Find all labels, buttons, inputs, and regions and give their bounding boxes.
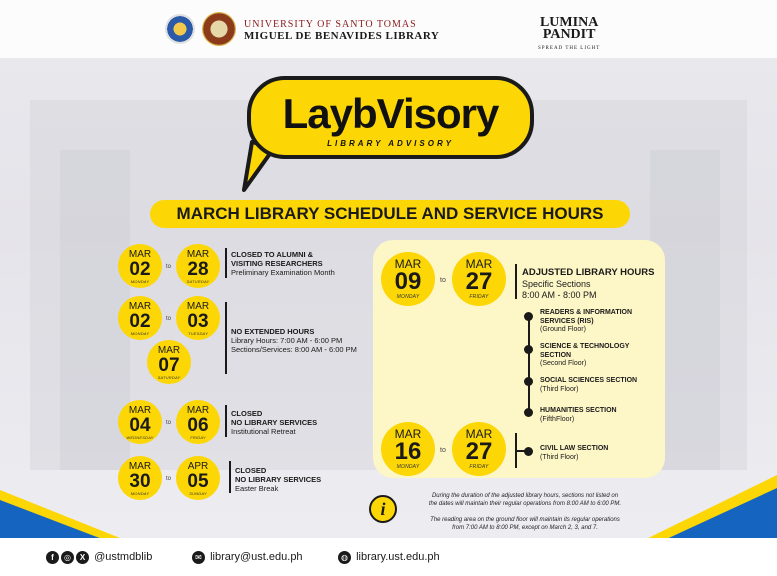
lumina-text: LUMINA	[539, 15, 599, 30]
date-circle: MAR 30 MONDAY	[118, 456, 162, 500]
instagram-icon[interactable]: ◎	[61, 551, 74, 564]
date-circle: MAR 06 FRIDAY	[176, 400, 220, 444]
schedule-desc: NO EXTENDED HOURS Library Hours: 7:00 AM - 6:00 PM Sections/Services: 8:00 AM - 6:00 PM	[231, 327, 357, 354]
ust-seal-icon	[165, 14, 195, 44]
divider-bar	[225, 248, 227, 278]
website-link[interactable]	[338, 550, 440, 564]
date-circle: MAR 03 TUESDAY	[176, 296, 220, 340]
section-item: READERS & INFORMATION SERVICES (RIS) (Ground Floor)	[540, 309, 633, 333]
date-circle: MAR 02 MONDAY	[118, 244, 162, 288]
laybvisory-bubble	[247, 76, 534, 159]
bubble-subtitle: LIBRARY ADVISORY	[327, 139, 454, 148]
lumina-pandit-logo	[538, 17, 600, 55]
date-circle: MAR 27 FRIDAY	[452, 252, 506, 306]
university-name: UNIVERSITY OF SANTO TOMAS	[244, 19, 417, 30]
schedule-desc: CLOSED TO ALUMNI & VISITING RESEARCHERS Preliminary Examination Month	[231, 250, 335, 277]
section-item: SOCIAL SCIENCES SECTION (Third Floor)	[540, 377, 638, 393]
library-name: MIGUEL DE BENAVIDES LIBRARY	[244, 30, 440, 42]
to-label: to	[166, 316, 172, 322]
date-circle: MAR 07 SATURDAY	[147, 340, 191, 384]
library-seal-icon	[202, 12, 236, 46]
schedule-desc: CLOSED NO LIBRARY SERVICES Easter Break	[235, 466, 322, 493]
to-label: to	[166, 420, 172, 426]
section-item: HUMANITIES SECTION (FifthFloor)	[540, 407, 617, 423]
adjusted-subtitle: Specific Sections 8:00 AM - 8:00 PM	[522, 279, 597, 300]
date-circle: MAR 02 MONDAY	[118, 296, 162, 340]
timeline-dot	[524, 312, 533, 321]
facebook-icon[interactable]: f	[46, 551, 59, 564]
handle-text[interactable]: @ustmdblib	[94, 551, 153, 563]
date-circle: MAR 16 MONDAY	[381, 422, 435, 476]
lumina-tagline: SPREAD THE LIGHT	[538, 46, 601, 51]
globe-icon: ◍	[338, 551, 351, 564]
divider-bar	[515, 264, 517, 299]
date-circle: MAR 04 WEDNESDAY	[118, 400, 162, 444]
schedule-banner: MARCH LIBRARY SCHEDULE AND SERVICE HOURS	[150, 200, 630, 228]
section-item: SCIENCE & TECHNOLOGY SECTION (Second Floor)	[540, 343, 630, 367]
pandit-text: PANDIT	[542, 27, 596, 42]
section-item: CIVIL LAW SECTION (Third Floor)	[540, 445, 609, 461]
adjusted-title: ADJUSTED LIBRARY HOURS	[522, 267, 655, 278]
email-icon: ✉	[192, 551, 205, 564]
x-icon[interactable]: X	[76, 551, 89, 564]
timeline-dot	[524, 345, 533, 354]
to-label: to	[440, 277, 446, 284]
note-1: During the duration of the adjusted library hours, sections not listed on the dates will maintain their regular operations from 8:00 AM to 6:00 PM.	[428, 493, 622, 507]
to-label: to	[440, 447, 446, 454]
bubble-title: LaybVisory	[282, 90, 499, 137]
timeline-connector	[517, 450, 526, 452]
divider-bar	[225, 405, 227, 437]
email-text[interactable]: library@ust.edu.ph	[210, 551, 303, 563]
date-circle: APR 05 SUNDAY	[176, 456, 220, 500]
website-text[interactable]: library.ust.edu.ph	[356, 551, 440, 563]
to-label: to	[166, 264, 172, 270]
info-icon: i	[369, 495, 397, 523]
date-circle: MAR 27 FRIDAY	[452, 422, 506, 476]
social-handle[interactable]	[46, 550, 152, 564]
timeline-dot	[524, 408, 533, 417]
email-link[interactable]	[192, 550, 303, 564]
divider-bar	[225, 302, 227, 374]
date-circle: MAR 28 SATURDAY	[176, 244, 220, 288]
timeline-dot	[524, 377, 533, 386]
schedule-desc: CLOSED NO LIBRARY SERVICES Institutional Retreat	[231, 409, 318, 436]
to-label: to	[166, 476, 172, 482]
timeline-line	[528, 314, 530, 414]
note-2: The reading area on the ground floor will maintain its regular operations from 7:00 AM to 8:00 PM, except on March 2, 3, and 7.	[430, 517, 620, 531]
date-circle: MAR 09 MONDAY	[381, 252, 435, 306]
